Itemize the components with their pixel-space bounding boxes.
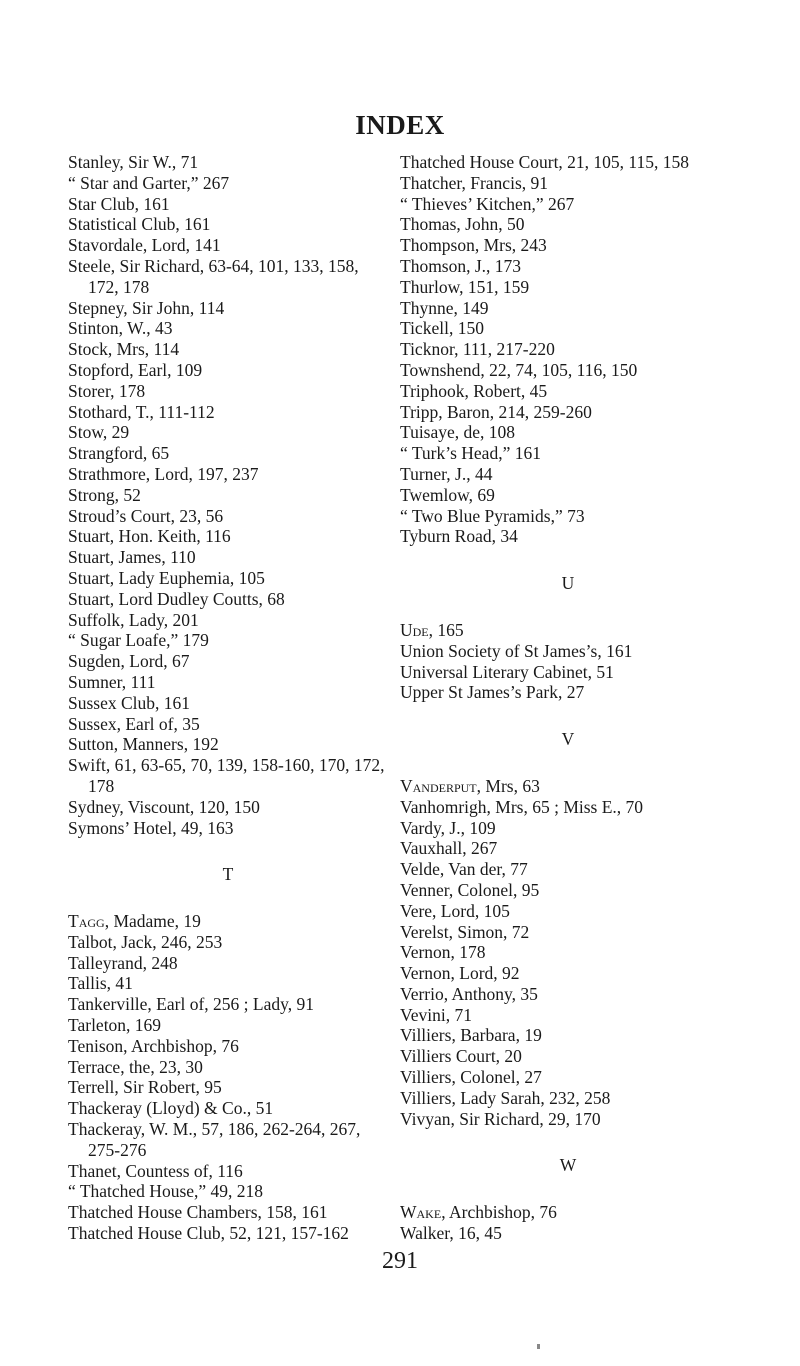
entry-lead-smallcaps: Ude: [400, 619, 429, 640]
index-entry: [400, 776, 736, 797]
index-entry: Union Society of St James’s, 161: [400, 640, 633, 661]
index-entry: Stopford, Earl, 109: [68, 359, 203, 380]
index-entry: Stinton, W., 43: [68, 318, 173, 339]
index-entry: Tickell, 150: [400, 318, 484, 339]
index-entry: Velde, Van der, 77: [400, 859, 528, 880]
index-entry: Suffolk, Lady, 201: [68, 609, 199, 630]
index-entry: Sumner, 111: [68, 671, 156, 692]
index-entry: Stuart, Lord Dudley Coutts, 68: [68, 588, 285, 609]
index-entry: Verrio, Anthony, 35: [400, 983, 538, 1004]
index-entry: Star Club, 161: [68, 193, 170, 214]
index-entry: Vanhomrigh, Mrs, 65 ; Miss E., 70: [400, 796, 644, 817]
index-entry: Terrell, Sir Robert, 95: [68, 1077, 222, 1098]
index-entry: Tarleton, 169: [68, 1015, 162, 1036]
index-entry: Strathmore, Lord, 197, 237: [68, 463, 259, 484]
index-entry: Sydney, Viscount, 120, 150: [68, 796, 260, 817]
index-entry: Tuisaye, de, 108: [400, 422, 516, 443]
index-entry: Stothard, T., 111-112: [68, 401, 215, 422]
index-entry: “ Star and Garter,” 267: [68, 172, 230, 193]
section-heading-v: V: [561, 729, 575, 750]
index-entry: Tenison, Archbishop, 76: [68, 1035, 239, 1056]
index-entry: Strong, 52: [68, 484, 141, 505]
index-entry: [68, 911, 388, 932]
index-entry: Vevini, 71: [400, 1004, 472, 1025]
index-entry: Walker, 16, 45: [400, 1223, 502, 1244]
entry-lead-smallcaps: Vanderput: [400, 775, 477, 796]
index-entry: [400, 1202, 736, 1223]
page-title: INDEX: [355, 110, 445, 140]
index-entry: Thynne, 149: [400, 297, 489, 318]
index-entry: Thatcher, Francis, 91: [400, 172, 548, 193]
index-entry: [400, 620, 736, 641]
index-entry: Universal Literary Cabinet, 51: [400, 661, 614, 682]
section-heading-w: W: [559, 1155, 577, 1176]
index-entry: Thurlow, 151, 159: [400, 276, 530, 297]
index-entry: Venner, Colonel, 95: [400, 879, 540, 900]
left-column: [68, 152, 388, 1244]
index-entry: Thomas, John, 50: [400, 214, 525, 235]
index-entry: “ Thatched House,” 49, 218: [68, 1181, 264, 1202]
index-entry: Villiers, Lady Sarah, 232, 258: [400, 1087, 611, 1108]
index-entry: “ Two Blue Pyramids,” 73: [400, 505, 585, 526]
index-entry: Talleyrand, 248: [68, 952, 178, 973]
right-column: [400, 152, 736, 1244]
index-entry: Storer, 178: [68, 380, 146, 401]
index-entry: Triphook, Robert, 45: [400, 380, 548, 401]
index-entry: Stepney, Sir John, 114: [68, 297, 225, 318]
index-entry: Statistical Club, 161: [68, 214, 211, 235]
index-entry: Thomson, J., 173: [400, 255, 522, 276]
index-entry: Twemlow, 69: [400, 484, 495, 505]
page-number: 291: [382, 1248, 418, 1274]
entry-rest: , Archbishop, 76: [441, 1202, 557, 1223]
index-entry: Tyburn Road, 34: [400, 526, 518, 547]
index-entry: Stow, 29: [68, 422, 130, 443]
index-entry: Vernon, Lord, 92: [400, 963, 520, 984]
index-entry: Vivyan, Sir Richard, 29, 170: [400, 1108, 601, 1129]
index-entry: Stroud’s Court, 23, 56: [68, 505, 224, 526]
index-entry: Vardy, J., 109: [400, 817, 496, 838]
index-entry: Stuart, James, 110: [68, 547, 196, 568]
index-entry: Strangford, 65: [68, 443, 170, 464]
index-entry: Swift, 61, 63-65, 70, 139, 158-160, 170, 172, 178: [68, 755, 385, 796]
index-entry: Thatched House Chambers, 158, 161: [68, 1202, 328, 1223]
index-entry: Villiers, Barbara, 19: [400, 1025, 542, 1046]
index-entry: Stanley, Sir W., 71: [68, 152, 199, 172]
index-entry: Stuart, Hon. Keith, 116: [68, 526, 231, 547]
index-entry: “ Thieves’ Kitchen,” 267: [400, 193, 575, 214]
index-entry: “ Sugar Loafe,” 179: [68, 630, 209, 651]
entry-rest: , 165: [428, 619, 464, 640]
section-heading-t: T: [222, 864, 234, 885]
section-heading-u: U: [561, 573, 575, 594]
index-entry: Stuart, Lady Euphemia, 105: [68, 567, 265, 588]
index-entry: Talbot, Jack, 246, 253: [68, 931, 223, 952]
index-entry: Sussex, Earl of, 35: [68, 713, 200, 734]
index-entry: Thanet, Countess of, 116: [68, 1160, 243, 1181]
index-entry: Thatched House Court, 21, 105, 115, 158: [400, 152, 690, 172]
index-entry: Villiers, Colonel, 27: [400, 1067, 542, 1088]
index-entry: “ Turk’s Head,” 161: [400, 443, 541, 464]
index-entry: Thackeray (Lloyd) & Co., 51: [68, 1098, 274, 1119]
index-entry: Tripp, Baron, 214, 259-260: [400, 401, 592, 422]
index-entry: Stavordale, Lord, 141: [68, 235, 221, 256]
index-entry: Sussex Club, 161: [68, 692, 191, 713]
index-entry: Vere, Lord, 105: [400, 900, 510, 921]
index-entry: Thompson, Mrs, 243: [400, 235, 547, 256]
index-entry: Tankerville, Earl of, 256 ; Lady, 91: [68, 994, 314, 1015]
index-entry: Townshend, 22, 74, 105, 116, 150: [400, 359, 638, 380]
index-entry: Upper St James’s Park, 27: [400, 682, 585, 703]
scan-speck: [537, 1344, 540, 1349]
index-entry: Symons’ Hotel, 49, 163: [68, 817, 234, 838]
index-entry: Turner, J., 44: [400, 463, 493, 484]
entry-rest: , Mrs, 63: [476, 775, 540, 796]
index-entry: Vauxhall, 267: [400, 838, 498, 859]
index-entry: Terrace, the, 23, 30: [68, 1056, 203, 1077]
index-entry: Thatched House Club, 52, 121, 157-162: [68, 1223, 349, 1244]
index-entry: Thackeray, W. M., 57, 186, 262-264, 267, 275-276: [68, 1119, 361, 1160]
entry-lead-smallcaps: Wake: [400, 1202, 442, 1223]
s-entries: [68, 152, 388, 838]
index-entry: Ticknor, 111, 217-220: [400, 339, 555, 360]
index-entry: Villiers Court, 20: [400, 1046, 522, 1067]
index-entry: Vernon, 178: [400, 942, 486, 963]
entry-rest: , Madame, 19: [104, 911, 201, 932]
index-entry: Stock, Mrs, 114: [68, 339, 180, 360]
index-entry: Verelst, Simon, 72: [400, 921, 530, 942]
index-entry: Tallis, 41: [68, 973, 133, 994]
entry-lead-smallcaps: Tagg: [68, 911, 105, 932]
index-entry: Sutton, Manners, 192: [68, 734, 219, 755]
index-entry: Sugden, Lord, 67: [68, 651, 190, 672]
index-entry: Steele, Sir Richard, 63-64, 101, 133, 158, 172, 178: [68, 255, 359, 297]
